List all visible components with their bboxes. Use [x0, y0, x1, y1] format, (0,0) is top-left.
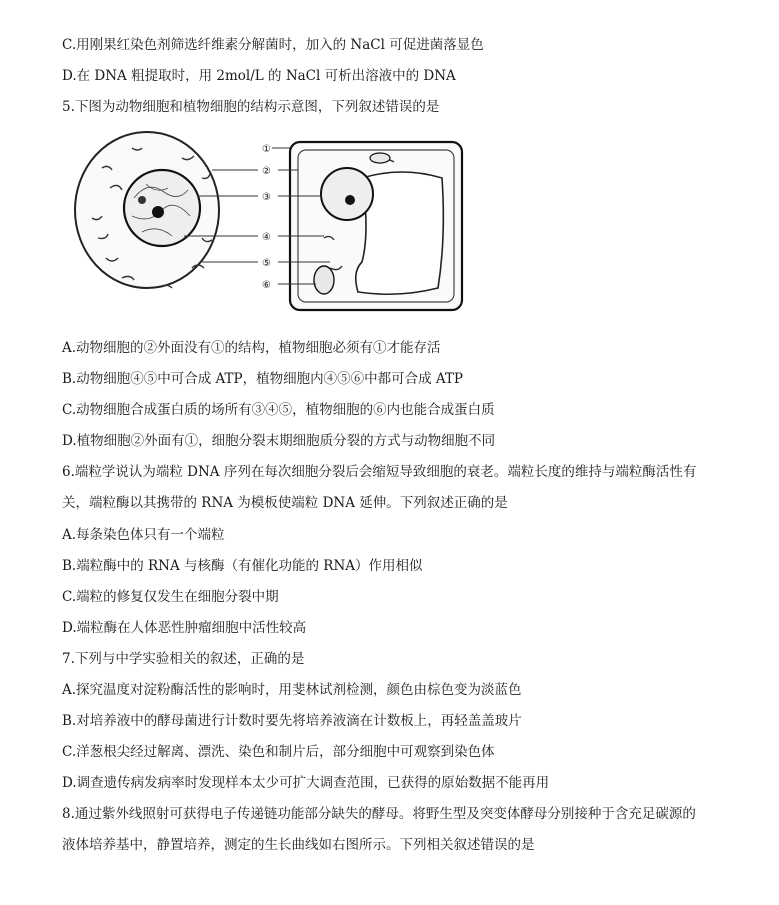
label-6: ⑥: [262, 280, 271, 291]
line-12: C.端粒的修复仅发生在细胞分裂中期: [62, 589, 279, 605]
line-3: 5.下图为动物细胞和植物细胞的结构示意图，下列叙述错误的是: [62, 99, 440, 115]
animal-nucleolus: [152, 206, 164, 218]
line-20: 液体培养基中，静置培养，测定的生长曲线如右图所示。下列相关叙述错误的是: [62, 837, 535, 853]
line-9: 关，端粒酶以其携带的 RNA 为模板使端粒 DNA 延伸。下列叙述正确的是: [62, 495, 508, 511]
chloroplast-2: [370, 153, 390, 163]
label-4: ④: [262, 232, 271, 243]
line-10: A.每条染色体只有一个端粒: [62, 527, 225, 543]
line-2: D.在 DNA 粗提取时，用 2mol/L 的 NaCl 可析出溶液中的 DNA: [62, 68, 456, 84]
label-5: ⑤: [262, 258, 271, 269]
cell-structure-figure: [62, 128, 482, 318]
figure-labels: [262, 144, 271, 291]
label-2: ②: [262, 166, 271, 177]
line-15: A.探究温度对淀粉酶活性的影响时，用斐林试剂检测，颜色由棕色变为淡蓝色: [62, 682, 522, 698]
line-7: D.植物细胞②外面有①，细胞分裂末期细胞质分裂的方式与动物细胞不同: [62, 433, 496, 449]
line-14: 7.下列与中学实验相关的叙述，正确的是: [62, 651, 305, 667]
line-19: 8.通过紫外线照射可获得电子传递链功能部分缺失的酵母。将野生型及突变体酵母分别接种于含充足碳源的: [62, 806, 696, 822]
line-6: C.动物细胞合成蛋白质的场所有③④⑤，植物细胞的⑥内也能合成蛋白质: [62, 402, 495, 418]
plant-nucleolus: [345, 195, 355, 205]
line-1: C.用刚果红染色剂筛选纤维素分解菌时，加入的 NaCl 可促进菌落显色: [62, 37, 484, 53]
line-16: B.对培养液中的酵母菌进行计数时要先将培养液滴在计数板上，再轻盖盖玻片: [62, 713, 522, 729]
label-1: ①: [262, 144, 271, 155]
label-3: ③: [262, 192, 271, 203]
animal-nucleolus-2: [138, 196, 146, 204]
line-8: 6.端粒学说认为端粒 DNA 序列在每次细胞分裂后会缩短导致细胞的衰老。端粒长度的维持与端粒酶活性有: [62, 464, 697, 480]
plant-nucleus: [321, 168, 373, 220]
line-5: B.动物细胞④⑤中可合成 ATP，植物细胞内④⑤⑥中都可合成 ATP: [62, 371, 463, 387]
line-18: D.调查遗传病发病率时发现样本太少可扩大调查范围，已获得的原始数据不能再用: [62, 775, 550, 791]
line-4: A.动物细胞的②外面没有①的结构，植物细胞必须有①才能存活: [62, 340, 441, 356]
cell-diagram: [62, 128, 482, 318]
chloroplast: [314, 266, 334, 294]
line-17: C.洋葱根尖经过解离、漂洗、染色和制片后，部分细胞中可观察到染色体: [62, 744, 495, 760]
line-13: D.端粒酶在人体恶性肿瘤细胞中活性较高: [62, 620, 307, 636]
line-11: B.端粒酶中的 RNA 与核酶（有催化功能的 RNA）作用相似: [62, 558, 423, 574]
